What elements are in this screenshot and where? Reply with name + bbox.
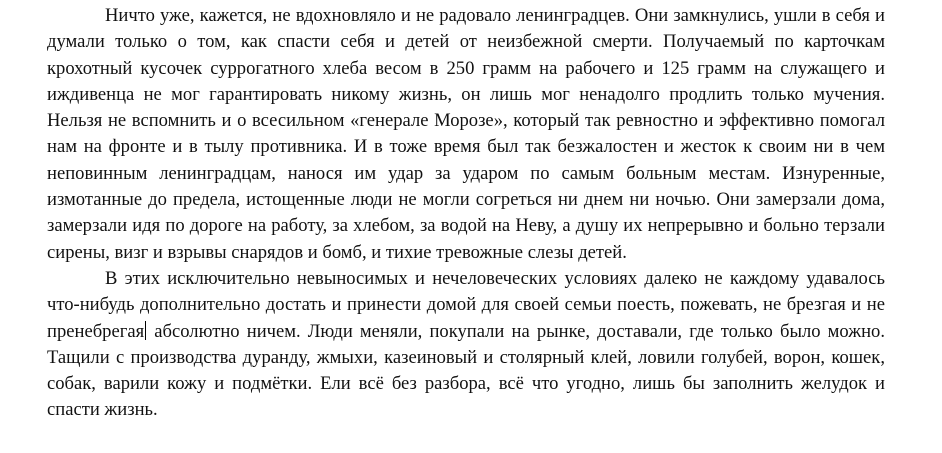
- document-body[interactable]: [47, 3, 885, 424]
- paragraph-1[interactable]: Ничто уже, кажется, не вдохновляло и не радовало ленинградцев. Они замкнулись, ушли в себя и думали только о том, как спасти себя и детей от неизбежной смерти. Получаемый по карточкам крохотный кусочек суррогатного хлеба весом в 250 грамм на рабочего и 125 грамм на служащего и иждивенца не мог гарантировать никому жизнь, он лишь мог ненадолго продлить только мучения. Нельзя не вспомнить и о всесильном «генерале Морозе», который так ревностно и эффективно помогал нам на фронте и в тылу противника. И в тоже время был так безжалостен и жесток к своим ни в чем неповинным ленинградцам, нанося им удар за ударом по самым больным местам. Изнуренные, измотанные до предела, истощенные люди не могли согреться ни днем ни ночью. Они замерзали дома, замерзали идя по дороге на работу, за хлебом, за водой на Неву, а душу их непрерывно и больно терзали сирены, визг и взрывы снарядов и бомб, и тихие тревожные слезы детей.: [47, 5, 885, 263]
- paragraph-2-text-before-cursor: В этих исключительно невыносимых и нечеловеческих условиях далеко не каждому удавалось что-нибудь дополнительно достать и принести домой для своей семьи поесть, пожевать, не брезгая и не пренебрегая: [47, 267, 885, 342]
- paragraph-2-text-after-cursor: абсолютно ничем. Люди меняли, покупали на рынке, доставали, где только было можно. Тащили с производства дуранду, жмыхи, казеиновый и столярный клей, ловили голубей, ворон, кошек, собак, варили кожу и подмётки. Ели всё без разбора, всё что угодно, лишь бы заполнить желудок и спасти жизнь.: [47, 320, 885, 421]
- text-cursor: [145, 321, 146, 340]
- paragraph-2[interactable]: [47, 266, 885, 424]
